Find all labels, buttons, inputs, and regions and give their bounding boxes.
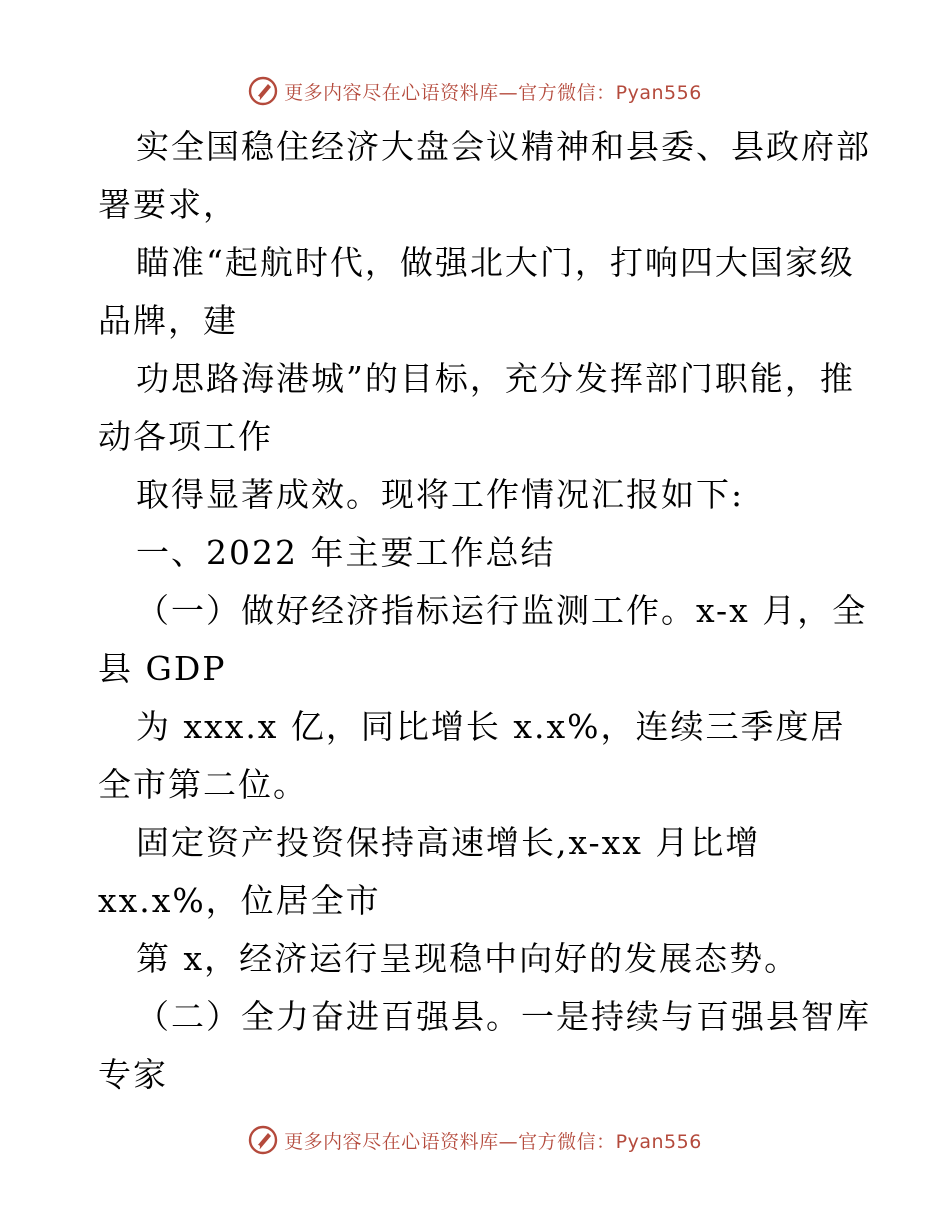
watermark-header	[0, 74, 950, 108]
text-line: xx.x%，位居全市	[98, 881, 381, 920]
text-line: 第 x，经济运行呈现稳中向好的发展态势。	[136, 939, 800, 978]
text-line: 取得显著成效。现将工作情况汇报如下:	[136, 475, 745, 514]
text-line: 为 xxx.x 亿，同比增长 x.x%，连续三季度居	[136, 707, 846, 746]
pen-logo-icon	[248, 76, 278, 106]
text-line: （二）全力奋进百强县。一是持续与百强县智库	[136, 997, 871, 1036]
text-line: 署要求，	[98, 185, 238, 224]
text-line: 全市第二位。	[98, 765, 308, 804]
text-line: 品牌，建	[98, 301, 238, 340]
pen-logo-icon	[248, 1125, 278, 1155]
text-line: 实全国稳住经济大盘会议精神和县委、县政府部	[136, 127, 871, 166]
text-line: （一）做好经济指标运行监测工作。x-x 月，全	[136, 591, 868, 630]
text-line: 专家	[98, 1055, 168, 1094]
text-line: 瞄准“起航时代，做强北大门，打响四大国家级	[136, 243, 855, 282]
text-line: 固定资产投资保持高速增长,x-xx 月比增	[136, 823, 761, 862]
section-heading: 一、2022 年主要工作总结	[136, 533, 556, 572]
watermark-text: 更多内容尽在心语资料库—官方微信：Pyan556	[284, 81, 702, 104]
text-line: 动各项工作	[98, 417, 273, 456]
text-line: 功思路海港城”的目标，充分发挥部门职能，推	[136, 359, 855, 398]
text-line: 县 GDP	[98, 649, 227, 688]
watermark-footer	[0, 1123, 950, 1157]
watermark-text: 更多内容尽在心语资料库—官方微信：Pyan556	[284, 1130, 702, 1153]
